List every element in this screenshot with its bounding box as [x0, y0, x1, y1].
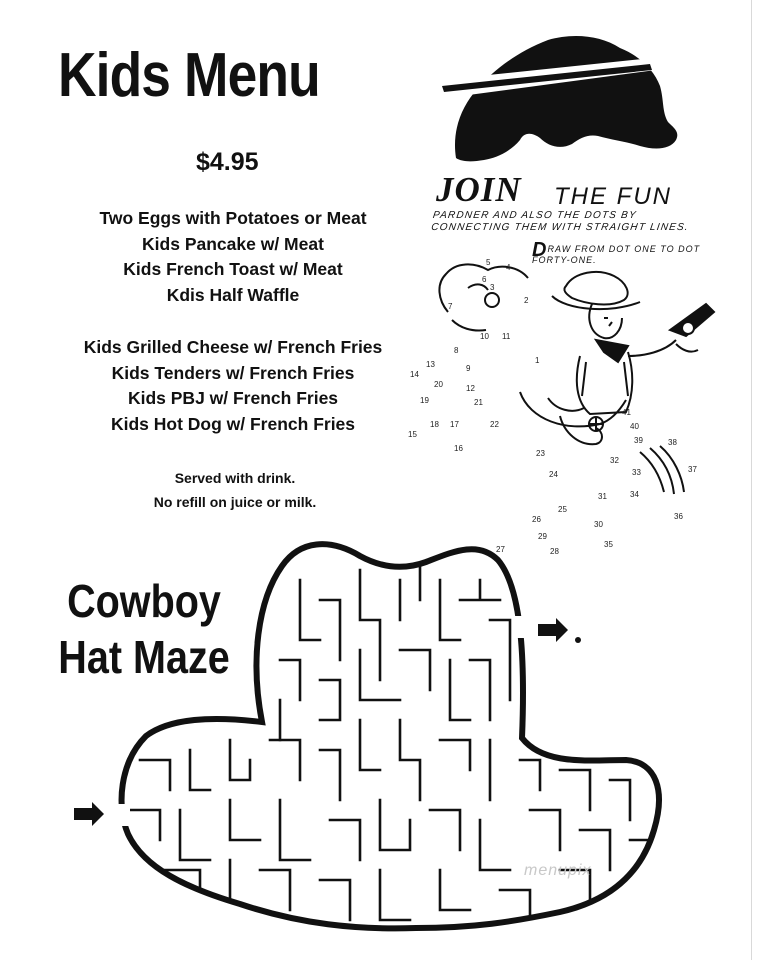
dot-number: 25: [558, 505, 567, 514]
dot-number: 37: [688, 465, 697, 474]
dot-number: 40: [630, 422, 639, 431]
dot-number: 18: [430, 420, 439, 429]
menu-item: Kids Tenders w/ French Fries: [111, 362, 355, 383]
dot-number: 29: [538, 532, 547, 541]
activity-instructions: PARDNER AND ALSO THE DOTS BY CONNECTING THEM WITH STRAIGHT LINES.: [430, 210, 690, 233]
no-refill-note: No refill on juice or milk.: [153, 494, 317, 510]
dot-number: 4: [506, 263, 511, 272]
dot-number: 27: [496, 545, 505, 554]
served-with-drink-note: Served with drink.: [174, 470, 296, 486]
dot-number: 24: [549, 470, 558, 479]
watermark: menupix: [524, 862, 592, 879]
dot-number: 14: [410, 370, 419, 379]
dot-number: 6: [482, 275, 487, 284]
maze-title-line-2: Hat Maze: [58, 631, 230, 683]
maze-start-arrow-icon: [74, 802, 104, 826]
menu-item: Kids PBJ w/ French Fries: [127, 388, 339, 408]
dot-number: 32: [610, 456, 619, 465]
dot-number: 16: [454, 444, 463, 453]
draw-initial: D: [532, 239, 548, 261]
dot-number: 5: [486, 258, 491, 267]
menu-item: Kdis Half Waffle: [166, 284, 300, 305]
menu-item: Kids Hot Dog w/ French Fries: [110, 413, 356, 434]
maze-title-line-1: Cowboy: [67, 575, 221, 627]
dot-number: 34: [630, 490, 639, 499]
dot-number: 10: [480, 332, 489, 341]
dot-number: 21: [474, 398, 483, 407]
price-label: $4.95: [196, 148, 259, 176]
dot-number: 26: [532, 515, 541, 524]
dot-number: 7: [448, 302, 453, 311]
dot-number: 19: [420, 396, 429, 405]
dot-number: 17: [450, 420, 459, 429]
dot-number: 30: [594, 520, 603, 529]
dot-number: 11: [502, 332, 511, 341]
dot-number: 38: [668, 438, 677, 447]
dot-number: 31: [598, 492, 607, 501]
maze-exit-arrow-icon: [538, 618, 568, 642]
dot-number: 41: [622, 408, 631, 417]
menu-item: Kids French Toast w/ Meat: [123, 259, 343, 279]
dot-number: 12: [466, 384, 475, 393]
dot-number: 8: [454, 346, 459, 355]
dot-number: 33: [632, 468, 641, 477]
menu-item: Kids Grilled Cheese w/ French Fries: [83, 337, 383, 357]
draw-note-text: RAW FROM DOT ONE TO DOT FORTY-ONE.: [532, 244, 701, 265]
dot-number: 22: [490, 420, 499, 429]
dot-number: 13: [426, 360, 435, 369]
menu-item: Kids Pancake w/ Meat: [142, 233, 324, 254]
dot-number: 1: [535, 356, 540, 365]
dot-number: 3: [490, 283, 495, 292]
dot-number: 15: [408, 430, 417, 439]
dot-number: 9: [466, 364, 471, 373]
dot-number: 23: [536, 449, 545, 458]
dot-number: 36: [674, 512, 683, 521]
dot-number: 35: [604, 540, 613, 549]
dot-number: 39: [634, 436, 643, 445]
maze-exit-dot-icon: [575, 637, 581, 643]
menu-item: Two Eggs with Potatoes or Meat: [99, 208, 367, 228]
join-heading: JOIN: [436, 170, 522, 209]
the-fun-heading: THE FUN: [554, 183, 672, 210]
dot-number: 28: [550, 547, 559, 556]
dot-number: 20: [434, 380, 443, 389]
dot-number: 2: [524, 296, 529, 305]
menu-title: Kids Menu: [58, 41, 320, 110]
